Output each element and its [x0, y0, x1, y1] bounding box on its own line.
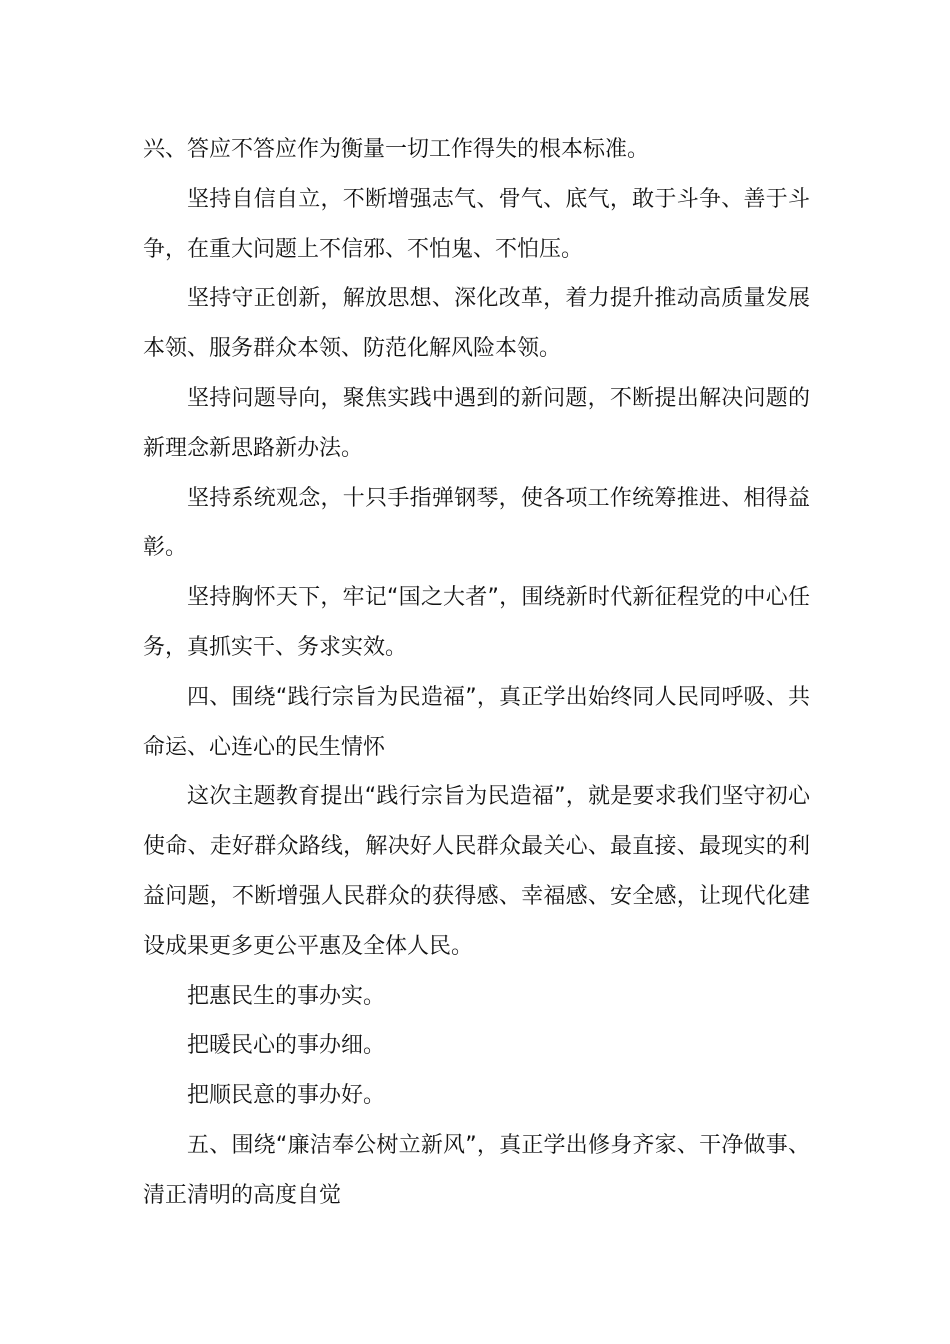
paragraph-livelihood-3: 把顺民意的事办好。: [187, 1083, 386, 1109]
paragraph-continuation: 兴、答应不答应作为衡量一切工作得失的根本标准。: [143, 137, 650, 162]
section-heading-five: 五、围绕“廉洁奉公树立新风”，真正学出修身齐家、干净做事、清正清明的高度自觉: [143, 1132, 810, 1208]
section-heading-four: 四、围绕“践行宗旨为民造福”，真正学出始终同人民同呼吸、共命运、心连心的民生情怀: [143, 684, 810, 760]
paragraph-global-vision: 坚持胸怀天下，牢记“国之大者”，围绕新时代新征程党的中心任务，真抓实干、务求实效。: [143, 585, 810, 660]
paragraph-self-reliance: 坚持自信自立，不断增强志气、骨气、底气，敢于斗争、善于斗争，在重大问题上不信邪、不怕鬼、不怕压。: [143, 186, 810, 262]
paragraph-livelihood-2: 把暖民心的事办细。: [187, 1033, 386, 1059]
document-body: [143, 125, 810, 1221]
paragraph-problem-oriented: 坚持问题导向，聚焦实践中遇到的新问题，不断提出解决问题的新理念新思路新办法。: [143, 385, 810, 461]
paragraph-innovation: 坚持守正创新，解放思想、深化改革，着力提升推动高质量发展本领、服务群众本领、防范化解风险本领。: [143, 286, 810, 362]
paragraph-systems-view: 坚持系统观念，十只手指弹钢琴，使各项工作统筹推进、相得益彰。: [143, 485, 810, 561]
paragraph-livelihood-1: 把惠民生的事办实。: [187, 983, 386, 1009]
paragraph-theme-education: 这次主题教育提出“践行宗旨为民造福”，就是要求我们坚守初心使命、走好群众路线，解决好人民群众最关心、最直接、最现实的利益问题，不断增强人民群众的获得感、幸福感、安全感，让现代化建设成果更多更公平惠及全体人民。: [143, 784, 810, 959]
